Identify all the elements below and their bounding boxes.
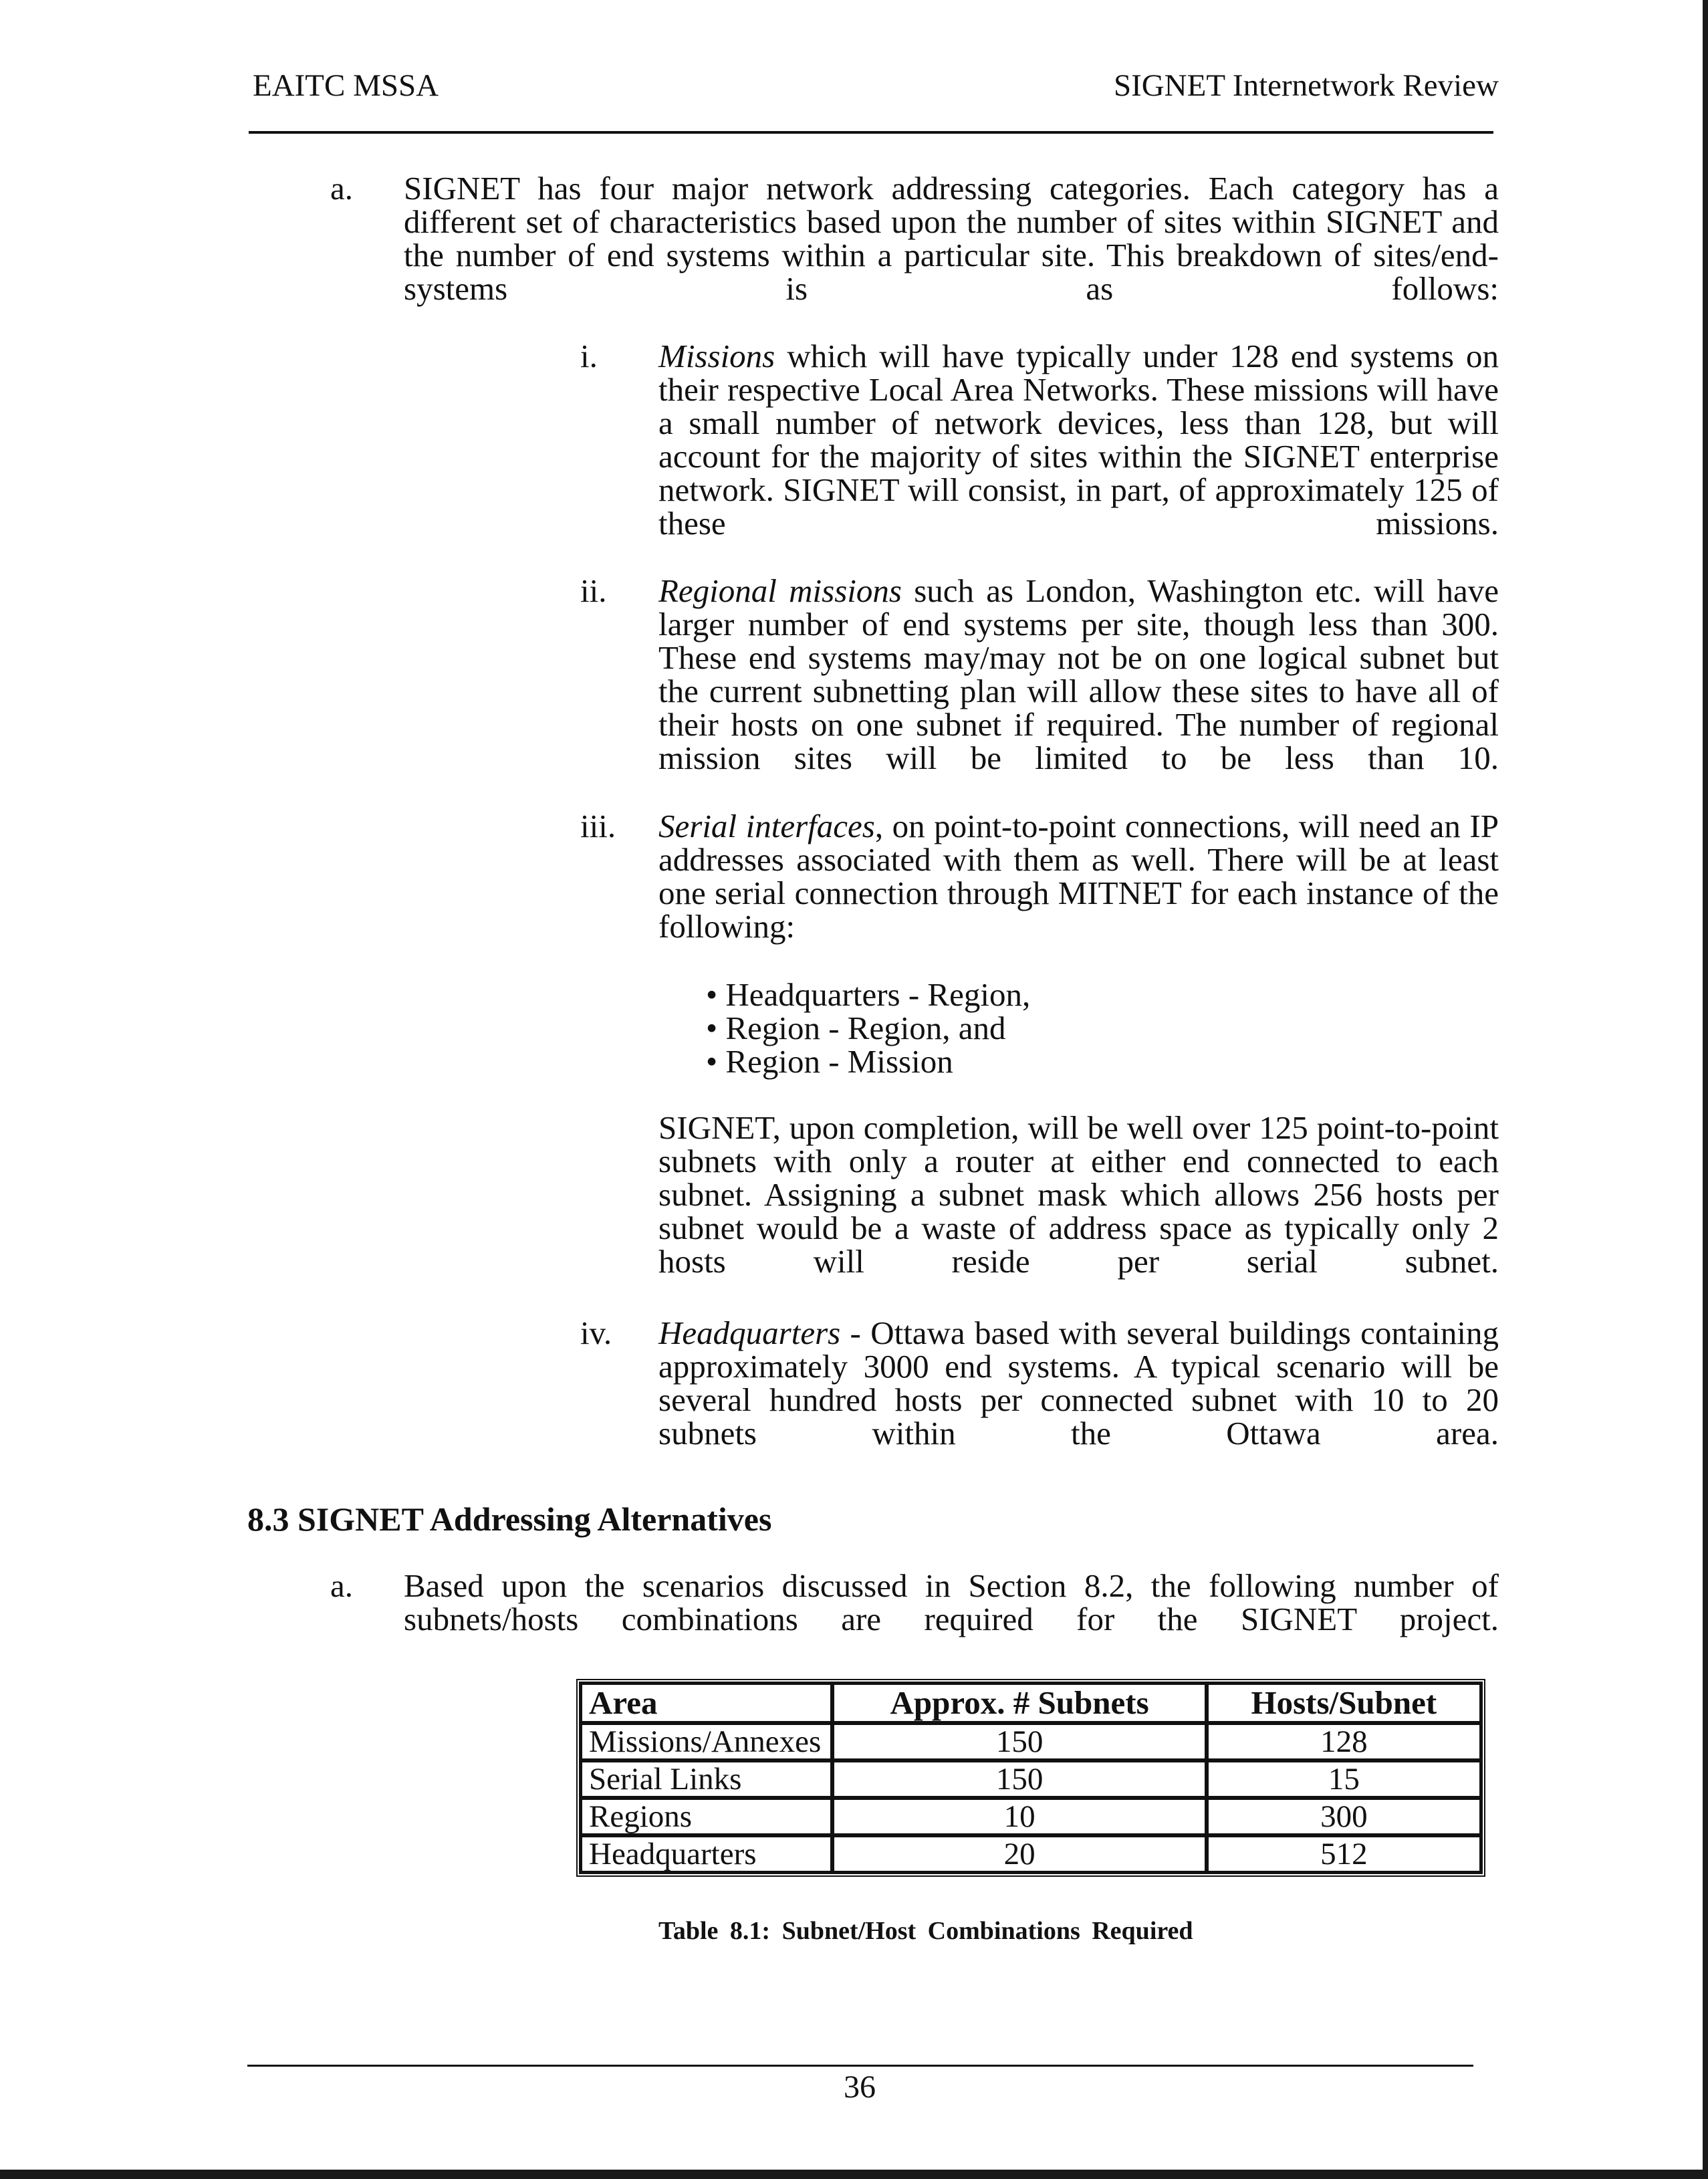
item-iv-label: iv. — [580, 1314, 612, 1351]
para-a-text: Based upon the scenarios discussed in Section 8.2, the following number of subnets/hosts combinations are required for the SIGNET project. — [404, 1567, 1499, 1637]
item-iii — [658, 810, 1499, 943]
page-number: 36 — [844, 2069, 876, 2105]
bullet-item: • Headquarters - Region, — [706, 976, 1031, 1013]
item-ii-text: such as London, Washington etc. will have larger number of end systems per site, though less than 300. These end systems may/may not be on one logical subnet but the current subnetting plan will allow these sites to have all of their hosts on one subnet if required. The number of regional mission sites will be limited to be less than 10. — [658, 572, 1499, 776]
table-caption: Table 8.1: Subnet/Host Combinations Required — [658, 1917, 1193, 1945]
table-cell: 512 — [1207, 1835, 1481, 1873]
footer-rule — [247, 2065, 1473, 2067]
para-a-text: SIGNET has four major network addressing categories. Each category has a different set of characteristics based upon the number of sites within SIGNET and the number of end systems within a particular site. This breakdown of sites/end-systems is as follows: — [404, 170, 1499, 307]
serial-note: SIGNET, upon completion, will be well over 125 point-to-point subnets with only a router at either end connected to each subnet. Assigning a subnet mask which allows 256 hosts per subnet would be a waste of address space as typically only 2 hosts will reside per serial subnet. — [658, 1109, 1499, 1280]
subnet-host-table — [576, 1679, 1485, 1877]
item-iii-label: iii. — [580, 808, 616, 844]
item-ii — [658, 574, 1499, 775]
scan-edge-bottom — [0, 2170, 1708, 2179]
item-i-label: i. — [580, 338, 598, 374]
table-row — [580, 1835, 1481, 1873]
header-left: EAITC MSSA — [253, 68, 439, 103]
scan-edge-right — [1703, 0, 1708, 2179]
table-row — [580, 1723, 1481, 1760]
table-cell: 20 — [832, 1835, 1206, 1873]
para-a-label: a. — [330, 1567, 353, 1604]
table-cell: Serial Links — [580, 1760, 832, 1798]
table-header-row — [580, 1683, 1481, 1723]
table-cell: 150 — [832, 1723, 1206, 1760]
item-iii-term: Serial interfaces — [658, 808, 875, 844]
bullet-item: • Region - Region, and — [706, 1010, 1006, 1046]
para-a-label: a. — [330, 170, 353, 207]
item-i — [658, 340, 1499, 540]
header-rule — [249, 131, 1493, 134]
table-row — [580, 1798, 1481, 1835]
column-header: Hosts/Subnet — [1207, 1683, 1481, 1723]
item-ii-label: ii. — [580, 572, 607, 609]
item-iv-term: Headquarters — [658, 1314, 841, 1351]
connection-bullet-list — [706, 978, 1030, 1078]
table-cell: 10 — [832, 1798, 1206, 1835]
column-header: Approx. # Subnets — [832, 1683, 1206, 1723]
table-cell: Headquarters — [580, 1835, 832, 1873]
table-cell: Regions — [580, 1798, 832, 1835]
column-header: Area — [580, 1683, 832, 1723]
table-row — [580, 1760, 1481, 1798]
table-cell: 150 — [832, 1760, 1206, 1798]
item-iv — [658, 1316, 1499, 1450]
bullet-item: • Region - Mission — [706, 1043, 953, 1080]
table-cell: 15 — [1207, 1760, 1481, 1798]
item-i-term: Missions — [658, 338, 775, 374]
section-title: 8.3 SIGNET Addressing Alternatives — [247, 1500, 772, 1538]
item-iv-text: - Ottawa based with several buildings containing approximately 3000 end systems. A typical scenario will be several hundred hosts per connected subnet with 10 to 20 subnets within the Ottawa area. — [658, 1314, 1499, 1452]
item-iii-text: , on point-to-point connections, will need an IP addresses associated with them as well. There will be at least one serial connection through MITNET for each instance of the following: — [658, 808, 1499, 945]
table-cell: 128 — [1207, 1723, 1481, 1760]
table-cell: Missions/Annexes — [580, 1723, 832, 1760]
table-cell: 300 — [1207, 1798, 1481, 1835]
item-i-text: which will have typically under 128 end systems on their respective Local Area Networks. These missions will have a small number of network devices, less than 128, but will account for the majority of sites within the SIGNET enterprise network. SIGNET will consist, in part, of approximately 125 of these missions. — [658, 338, 1499, 542]
item-ii-term: Regional missions — [658, 572, 902, 609]
header-right: SIGNET Internetwork Review — [1113, 68, 1499, 103]
